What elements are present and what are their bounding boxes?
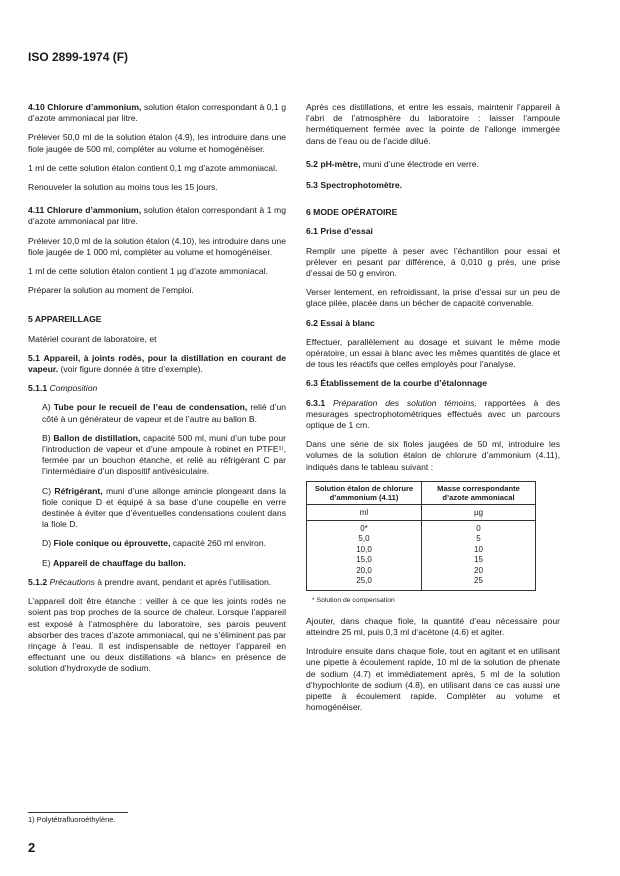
paragraph: L’appareil doit être étanche : veiller à ce que les joints rodés ne soient pas trop proches de la source de chaleur. Lorsque l’appareil est exposé à l’atmosphère du laboratoire, ses parois peuvent absorber des traces d’azote ammoniacal, qui ne s’éliminent pas par rinçage à l’eau. Il est indispensable de nettoyer l’appareil en effectuant une ou deux distillations «à blanc» en présence de solution d’hydroxyde de sodium. [28,596,286,674]
list-item [28,433,286,478]
list-item-title: Ballon de distillation, [53,432,141,443]
footnote: 1) Polytétrafluoroéthylène. [28,815,116,824]
list-item-letter: A) [42,402,51,413]
composition-list [28,402,286,568]
list-item [28,558,286,569]
table-unit: ml [307,504,422,520]
section-5-3 [306,180,560,191]
paragraph: Introduire ensuite dans chaque fiole, tout en agitant et en utilisant une pipette à écoulement rapide, 10 ml de la solution de phenate de sodium (4.7) et immédiatement après, 5 ml de la solution d’hypochlorite de sodium (4.8), en utilisant dans ce cas aussi une pipette à écoulement rapide. Compléter au volume et homogénéiser. [306,646,560,713]
paragraph: Dans une série de six fioles jaugées de 50 ml, introduire les volumes de la solution étalon de chlorure d’ammonium (4.11), indiqués dans le tableau suivant : [306,439,560,472]
section-title: Précautions [49,576,95,587]
table-unit: µg [421,504,535,520]
paragraph: Ajouter, dans chaque fiole, la quantité d’eau nécessaire pour atteindre 25 ml, puis 0,3 ml d’acétone (4.6) et agiter. [306,615,560,637]
section-5-2 [306,159,560,170]
section-number: 6.3 [306,378,318,389]
table-value: 15,0 [356,555,372,565]
table-header: Masse correspondante d’azote ammoniacal [421,481,535,504]
paragraph: Prélever 50,0 ml de la solution étalon (4.9), les introduire dans une fiole jaugée de 500 ml, compléter au volume et homogénéiser. [28,132,286,154]
paragraph: Renouveler la solution au moins tous les 15 jours. [28,182,218,193]
section-6-heading: 6 MODE OPÉRATOIRE [306,207,398,218]
section-number: 5.2 [306,158,318,169]
section-number: 5.3 [306,180,318,191]
section-5-1-2 [28,577,286,588]
footnote-divider [28,812,128,813]
list-item [28,402,286,424]
list-item [28,486,286,531]
list-item-letter: D) [42,538,52,549]
section-number: 5.1 [28,352,40,363]
table-value: 25 [474,576,483,586]
section-number: 6.1 [306,226,318,237]
paragraph: 1 ml de cette solution étalon contient 0,1 mg d’azote ammoniacal. [28,162,278,173]
list-item-title: Fiole conique ou éprouvette, [53,538,171,549]
section-6-3 [306,378,560,389]
paragraph: Prélever 10,0 ml de la solution étalon (4.10), les introduire dans une fiole jaugée de 1 000 ml, compléter au volume et homogénéiser. [28,235,286,257]
section-number: 5.1.2 [28,576,48,587]
paragraph: Verser lentement, en refroidissant, la prise d’essai sur un peu de glace pilée, placée dans un bécher de capacité convenable. [306,287,560,309]
paragraph: Après ces distillations, et entre les essais, maintenir l’appareil à l’abri de l’atmosphère du laboratoire : laisser l’ampoule hermétiquement fermée avec la pointe de l’allonge immergée dans de l’eau ou de l’acide dilué. [306,102,560,146]
table-header: Solution étalon de chlorure d’ammonium (4.11) [307,481,422,504]
left-column [28,102,286,683]
section-text: solution étalon correspondant à 1 mg d’azote ammoniacal par litre. [28,205,286,227]
list-item-title: Réfrigérant, [54,485,103,496]
right-column [306,102,560,721]
section-text: à prendre avant, pendant et après l’utilisation. [94,576,272,587]
section-title: Établissement de la courbe d’étalonnage [320,378,488,389]
paragraph: Remplir une pipette à peser avec l’échantillon pour essai et prélever en pesant par différence, à 0,010 g près, une prise d’essai de 50 g environ. [306,245,560,279]
table-value: 20,0 [356,565,372,575]
table-value: 10,0 [356,544,372,554]
section-title: Appareil, à joints rodés, pour la distillation en courant de vapeur. [28,352,286,375]
table-value: 0 [476,524,481,534]
table-row [307,521,536,590]
section-title: Chlorure d’ammonium, [46,205,142,216]
table-value: 15 [474,555,483,565]
section-title: Spectrophotomètre. [320,180,402,191]
section-6-3-1 [306,398,560,432]
paragraph: Matériel courant de laboratoire, et [28,333,157,344]
paragraph: Préparer la solution au moment de l’emploi. [28,285,194,296]
table-value: 25,0 [356,576,372,586]
section-4-10 [28,102,286,124]
table-cell-masses [421,521,535,590]
table-cell-volumes [307,521,422,590]
list-item-letter: B) [42,432,51,443]
list-item-letter: C) [42,485,52,496]
list-item-text: muni d’une allonge amincie plongeant dans la fiole conique D et équipé à sa base d’une coupelle en verre destinée à éviter que d’éventuelles condensations coulent dans la fiole D. [42,485,286,530]
section-text: solution étalon correspondant à 0,1 g d’azote ammoniacal par litre. [28,102,286,124]
section-number: 6.2 [306,317,318,328]
section-4-11 [28,205,286,227]
table-value: 0* [360,524,368,534]
table-value: 5 [476,534,481,544]
table-value: 5,0 [358,534,370,544]
document-header: ISO 2899-1974 (F) [28,50,129,64]
table-note: * Solution de compensation [312,596,395,604]
section-5-1 [28,353,286,375]
section-text: muni d’une électrode en verre. [360,158,479,169]
list-item-letter: E) [42,557,51,568]
section-6-1 [306,226,560,237]
table-header-row [307,481,536,504]
table-value: 10 [474,544,483,554]
section-number: 4.11 [28,205,45,216]
section-text: (voir figure donnée à titre d’exemple). [58,364,203,375]
section-text: rapportées à des mesurages spectrophotométriques effectués avec un parcours optique de 1 cm. [306,397,561,431]
list-item-text: capacité 260 ml environ. [170,538,266,549]
page-number: 2 [28,840,36,855]
section-title: Chlorure d’ammonium, [47,102,142,112]
section-title: Prise d’essai [320,226,373,237]
section-5-1-1 [28,383,286,394]
section-title: pH-mètre, [320,158,361,169]
section-number: 5.1.1 [28,383,48,394]
section-title: Préparation des solution témoins, [332,397,477,408]
standards-table [306,481,536,591]
paragraph: Effectuer, parallèlement au dosage et suivant le même mode opératoire, un essai à blanc avec les mêmes quantités de glace et de tous les réactifs que celles employés pour l’analyse. [306,336,560,370]
table-unit-row [307,504,536,520]
list-item-title: Appareil de chauffage du ballon. [52,557,186,568]
paragraph: 1 ml de cette solution étalon contient 1 µg d’azote ammoniacal. [28,266,268,277]
table-value: 20 [474,565,483,575]
section-title: Essai à blanc [320,317,375,328]
list-item-title: Tube pour le recueil de l’eau de condensation, [53,402,248,413]
section-title: Composition [49,383,98,394]
section-6-2 [306,318,560,329]
section-number: 4.10 [28,102,45,112]
section-5-heading: 5 APPAREILLAGE [28,314,102,325]
list-item-text: capacité 500 ml, muni d’un tube pour l’introduction de vapeur et d’une ampoule à robinet en PTFE¹⁾, fermée par un bouchon étanche, et relié au réfrigérant C par l’intermédiaire d’un dispositif antivésiculaire. [42,432,286,477]
section-number: 6.3.1 [306,397,326,408]
list-item-text: relié d’un côté à un générateur de vapeur et de l’autre au ballon B. [42,402,286,424]
list-item [28,538,286,549]
